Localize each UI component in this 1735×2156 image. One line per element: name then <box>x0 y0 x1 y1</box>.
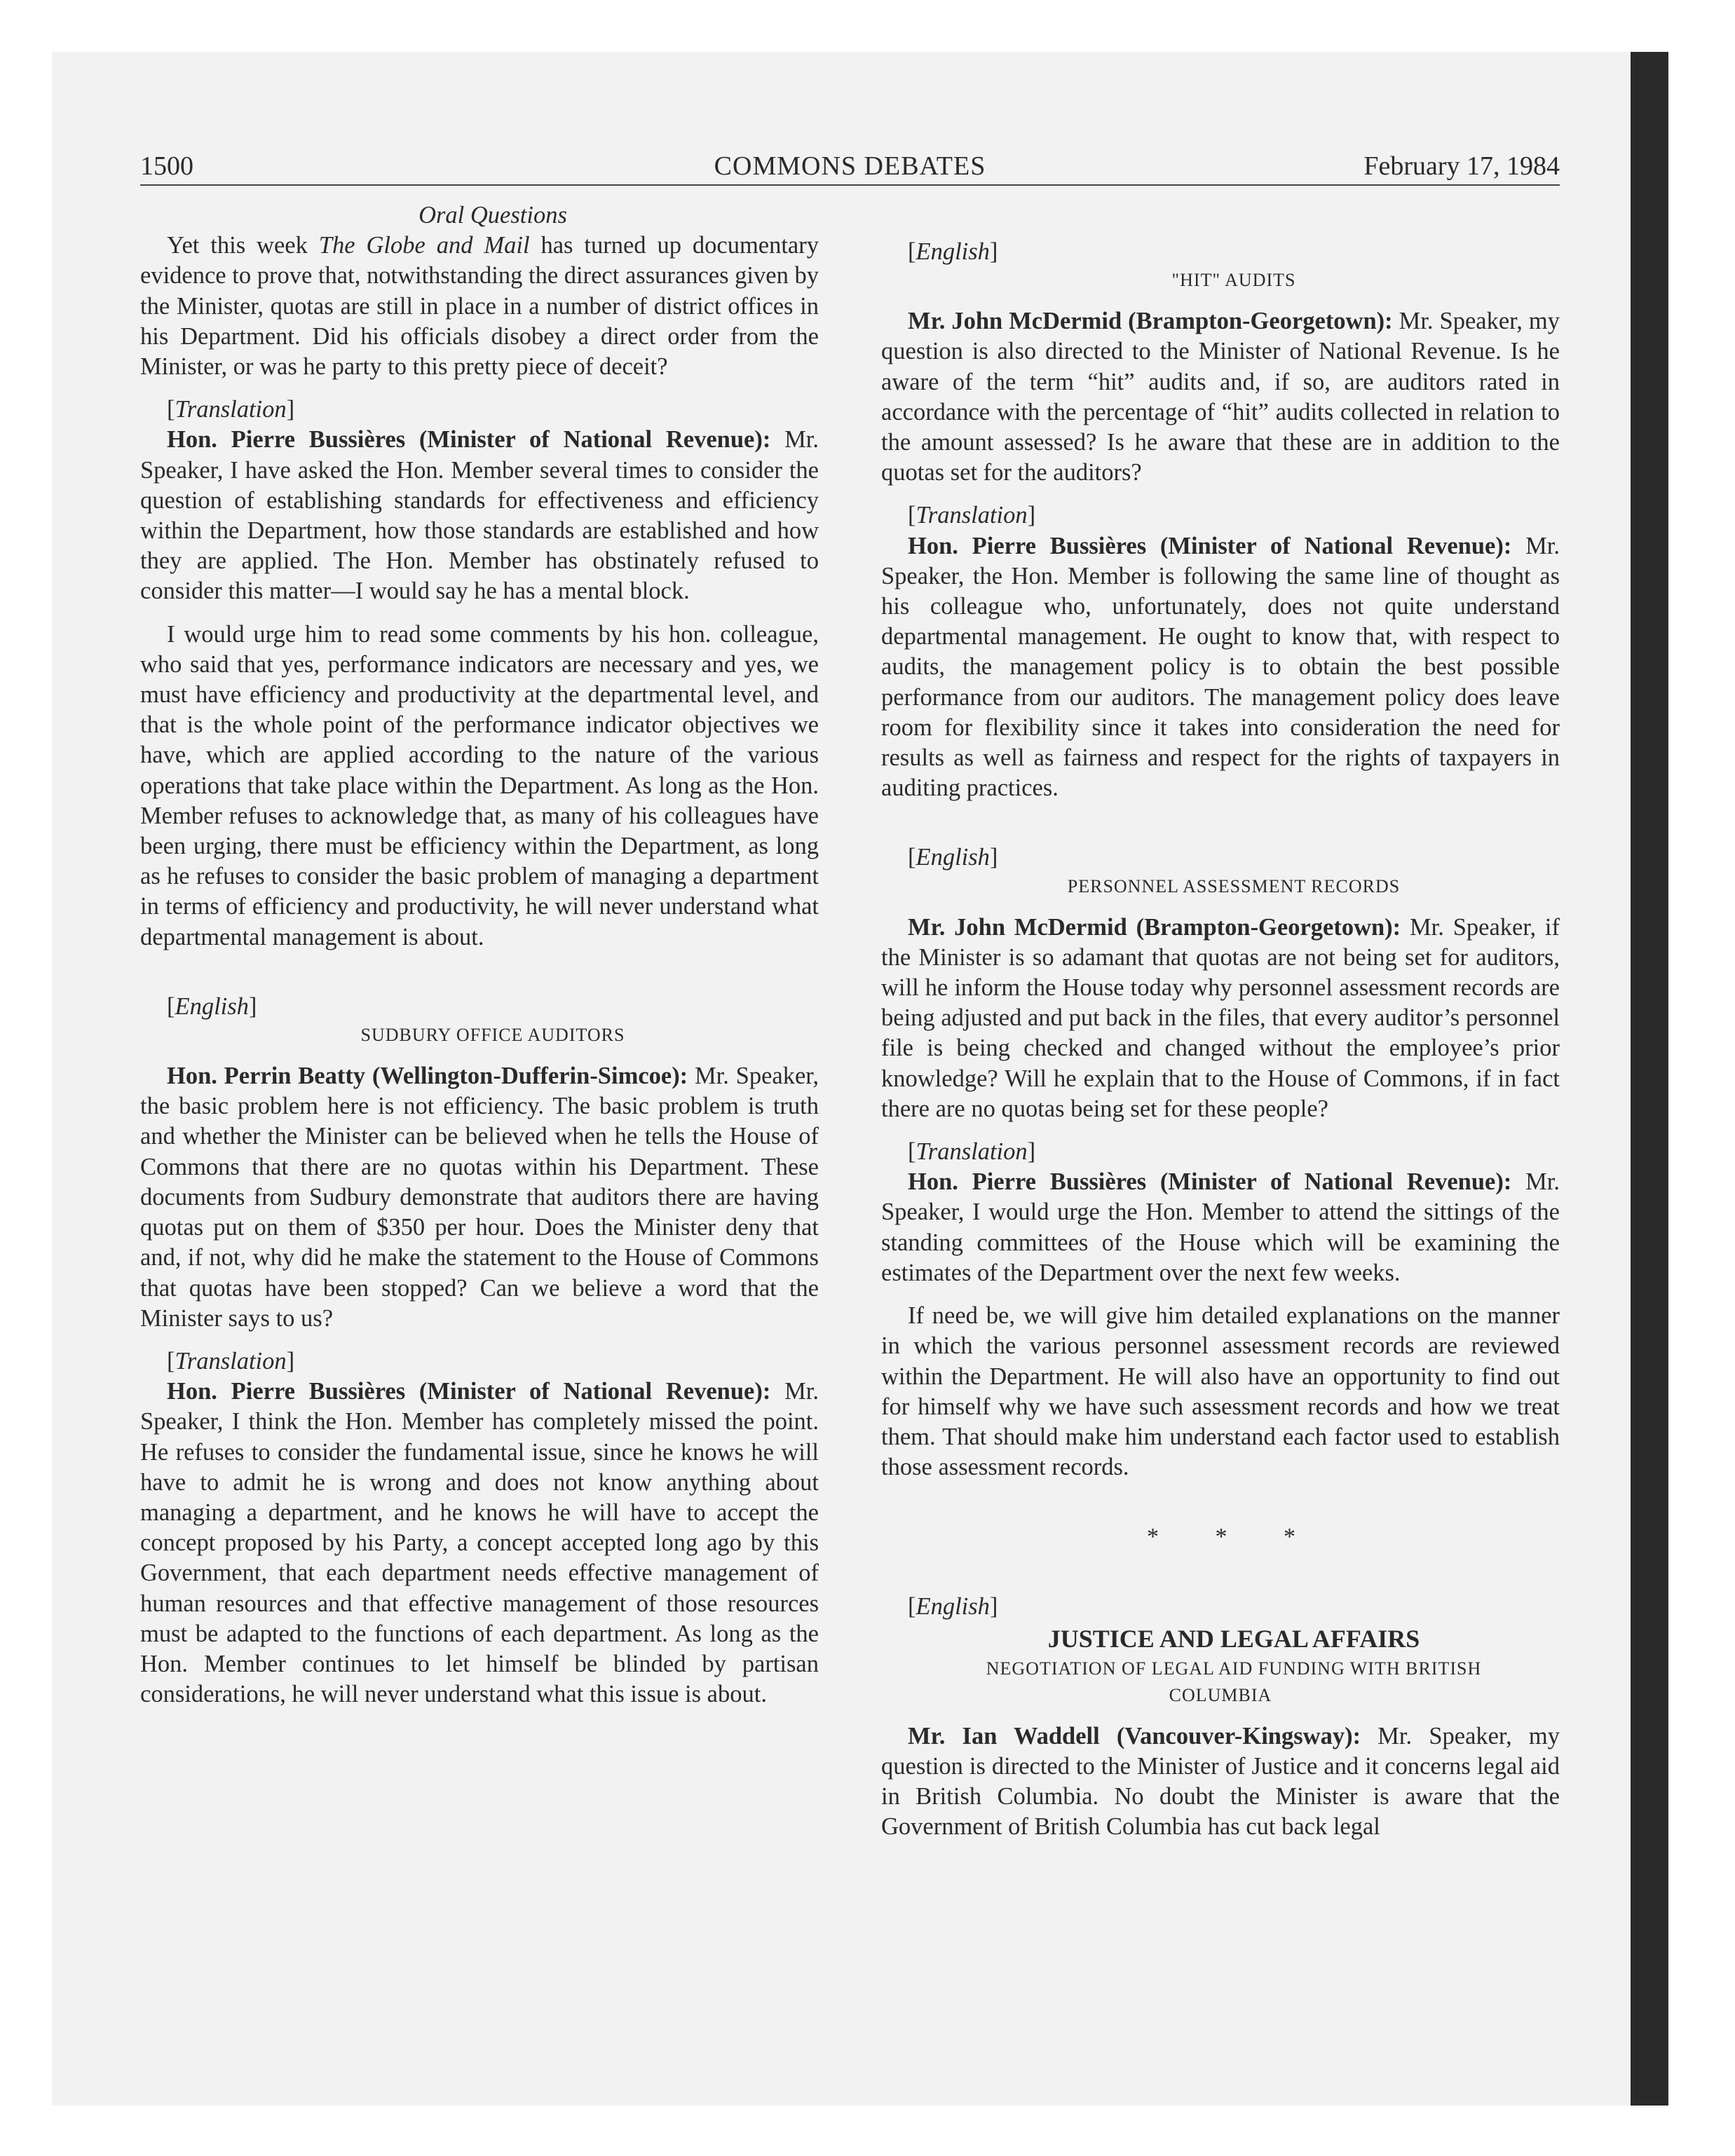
page-number: 1500 <box>140 151 193 181</box>
speech: Mr. John McDermid (Brampton-Georgetown): Mr. Speaker, my question is also directed to the Minister of National Revenue. Is he aware of the term “hit” audits and, if so, are auditors rated in accordance with the percentage of “hit” audits collected in relation to the amount assessed? Is he aware that these are in addition to the quotas set for the auditors? <box>881 308 1560 486</box>
page-header <box>140 149 1560 184</box>
speech: Hon. Pierre Bussières (Minister of National Revenue): Mr. Speaker, the Hon. Member is following the same line of thought as his colleague who, unfortunately, does not quite understand departmental management. He ought to know that, with respect to audits, the management policy is to obtain the best possible performance from our auditors. The management policy does leave room for flexibility since it takes into consideration the need for results as well as fairness and respect for the rights of taxpayers in auditing practices. <box>881 532 1560 802</box>
language-marker: [Translation] <box>167 1347 295 1374</box>
publication-title: COMMONS DEBATES <box>714 151 986 181</box>
right-column <box>881 200 1560 1843</box>
section-separator: * * * <box>1147 1524 1321 1550</box>
paragraph: I would urge him to read some comments by his hon. colleague, who said that yes, performance indicators are necessary and yes, we must have efficiency and productivity at the departmental level, and that is the whole point of the performance indicator objectives we have, which are applied according to the nature of the various operations that take place within the Department. As long as the Hon. Member refuses to acknowledge that, as many of his colleagues have been urging, there must be efficiency within the Department, as long as he refuses to consider the basic problem of managing a department in terms of efficiency and productivity, he will never understand what departmental management is about. <box>140 620 819 950</box>
language-marker: [Translation] <box>908 1138 1036 1166</box>
speaker-name: Hon. Pierre Bussières (Minister of National Revenue): <box>167 1378 771 1405</box>
header-rule <box>140 184 1560 186</box>
language-marker: [English] <box>167 992 257 1020</box>
speaker-name: Hon. Pierre Bussières (Minister of National Revenue): <box>167 426 771 453</box>
section-subheading: SUDBURY OFFICE AUDITORS <box>360 1025 625 1046</box>
language-marker: [Translation] <box>167 396 295 423</box>
speaker-name: Hon. Pierre Bussières (Minister of National Revenue): <box>908 532 1512 559</box>
language-marker: [English] <box>908 238 998 265</box>
section-heading: JUSTICE AND LEGAL AFFAIRS <box>1047 1624 1420 1653</box>
speaker-name: Mr. Ian Waddell (Vancouver-Kingsway): <box>908 1722 1361 1749</box>
section-subheading: NEGOTIATION OF LEGAL AID FUNDING WITH BRITISH COLUMBIA <box>986 1658 1482 1705</box>
language-marker: [English] <box>908 844 998 871</box>
publication-name: The Globe and Mail <box>318 232 530 259</box>
scan-edge-shadow <box>1631 52 1668 2106</box>
language-marker: [English] <box>908 1592 998 1620</box>
publication-date: February 17, 1984 <box>1363 151 1560 181</box>
paragraph: If need be, we will give him detailed explanations on the manner in which the various personnel assessment records are reviewed within the Department. He will also have an opportunity to find out for himself why we have such assessment records and how we treat them. That should make him understand each factor used to establish those assessment records. <box>881 1302 1560 1481</box>
language-marker: [Translation] <box>908 502 1036 529</box>
speech: Hon. Pierre Bussières (Minister of National Revenue): Mr. Speaker, I have asked the Hon. Member several times to consider the question of establishing standards for effectiveness and efficiency within the Department, how those standards are established and how they are applied. The Hon. Member has obstinately refused to consider this matter—I would say he has a mental block. <box>140 426 819 605</box>
speaker-name: Mr. John McDermid (Brampton-Georgetown): <box>908 308 1393 335</box>
speaker-name: Hon. Perrin Beatty (Wellington-Dufferin-Simcoe): <box>167 1063 688 1090</box>
speaker-name: Mr. John McDermid (Brampton-Georgetown): <box>908 913 1401 941</box>
speech: Mr. John McDermid (Brampton-Georgetown): Mr. Speaker, if the Minister is so adamant that quotas are not being set for auditors, will he inform the House today why personnel assessment records are being adjusted and put back in the files, that every auditor’s personnel file is being checked and changed without the employee’s prior knowledge? Will he explain that to the House of Commons, if in fact there are no quotas being set for these people? <box>881 913 1560 1122</box>
speech: Mr. Ian Waddell (Vancouver-Kingsway): Mr. Speaker, my question is directed to the Minister of Justice and it concerns legal aid in British Columbia. No doubt the Minister is aware that the Government of British Columbia has cut back legal <box>881 1722 1560 1841</box>
speech: Hon. Perrin Beatty (Wellington-Dufferin-Simcoe): Mr. Speaker, the basic problem here is not efficiency. The basic problem is truth and whether the Minister can be believed when he tells the House of Commons that there are no quotas within his Department. These documents from Sudbury demonstrate that auditors there are having quotas put on them of $350 per hour. Does the Minister deny that and, if not, why did he make the statement to the House of Commons that quotas have been stopped? Can we believe a word that the Minister says to us? <box>140 1063 819 1332</box>
section-subheading: PERSONNEL ASSESSMENT RECORDS <box>1067 875 1401 896</box>
speech: Hon. Pierre Bussières (Minister of National Revenue): Mr. Speaker, I think the Hon. Member has completely missed the point. He refuses to consider the fundamental issue, since he knows he will have to admit he is wrong and does not know anything about managing a department, and he knows he will have to accept the concept proposed by his Party, a concept accepted long ago by this Government, that each department needs effective management of human resources and that effective management of those resources must be adapted to the functions of each department. As long as the Hon. Member continues to let himself be blinded by partisan considerations, he will never understand what this issue is about. <box>140 1378 819 1708</box>
paragraph: Yet this week The Globe and Mail has turned up documentary evidence to prove that, notwithstanding the direct assurances given by the Minister, quotas are still in place in a number of district offices in his Department. Did his officials disobey a direct order from the Minister, or was he party to this pretty piece of deceit? <box>140 232 819 381</box>
running-head: Oral Questions <box>419 202 567 228</box>
left-column <box>140 200 819 1710</box>
speaker-name: Hon. Pierre Bussières (Minister of National Revenue): <box>908 1168 1512 1196</box>
speech: Hon. Pierre Bussières (Minister of National Revenue): Mr. Speaker, I would urge the Hon. Member to attend the sittings of the standing committees of the House which will be examining the estimates of the Department over the next few weeks. <box>881 1168 1560 1286</box>
section-subheading: "HIT" AUDITS <box>1171 270 1296 291</box>
